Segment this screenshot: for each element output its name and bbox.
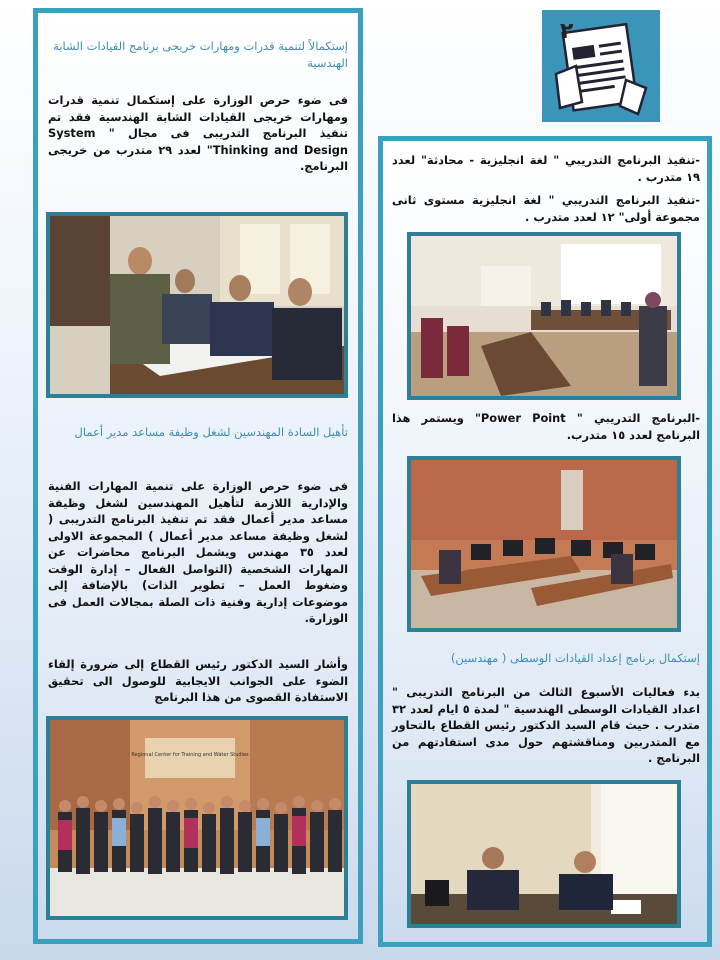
photo-classroom xyxy=(407,232,681,400)
section1-title: إستكمالاً لتنمية قدرات ومهارات خريجى برنامج القيادات الشابة الهندسية xyxy=(53,39,348,70)
right-item-english-level2: -تنفيذ البرنامج التدريبي " لغة انجليزية مستوى ثانى مجموعة أولى" ١٢ لعدد متدرب . xyxy=(392,193,700,224)
section2-title: تأهيل السادة المهندسين لشغل وظيفة مساعد مدير أعمال xyxy=(74,425,348,439)
photo-group xyxy=(46,716,348,920)
page-number: ٢ xyxy=(560,19,574,44)
photo-officials-meeting xyxy=(407,780,681,928)
building-sign-text: Regional Center for Training and Water Studies xyxy=(131,752,249,758)
photo-computer-lab xyxy=(407,456,681,632)
right-item-power-point: -البرنامج التدريبي " Power Point" ويستمر هذا البرنامج لعدد ١٥ متدرب. xyxy=(392,411,700,442)
section2-body-2: وأشار السيد الدكتور رئيس القطاع إلى ضرورة إلقاء الضوء على الجوانب الايجابية للوصول الى تحقيق الاستفادة القصوى من هذا البرنامج xyxy=(48,657,348,704)
section2-body: فى ضوء حرص الوزارة على تنمية المهارات الفنية والإدارية اللازمة لتأهيل المهندسين لشغل وظيفة مساعد مدير أعمال فقد تم تنفيذ البرنامج التدريبى ( لشغل وظيفة مساعد مدير أعمال ) المجموعة الاولى لعدد ٣٥ مهندس ويشمل البرنامج محاضرات عن المهارات الشخصية (التواصل الفعال – إدارة الوقت وضغوط العمل – تطوير الذات) بالإضافة إلى موضوعات إدارية وفنية ذات الصلة بمجالات العمل فى الوزارة. xyxy=(48,479,348,625)
right-section-title: إستكمال برنامج إعداد القيادات الوسطى ( مهندسين) xyxy=(450,651,700,665)
newspaper-icon xyxy=(542,10,660,122)
photo-workshop-discussion xyxy=(46,212,348,398)
section1-body: فى ضوء حرص الوزارة على إستكمال تنمية قدرات ومهارات خريجى القيادات الشابة الهندسية فقد تم تنفيذ البرنامج التدريبى فى مجال " System Thinking and Design" لعدد ٢٩ متدرب من خريجى البرنامج. xyxy=(48,93,348,173)
right-item-english-conversation: -تنفيذ البرنامج التدريبي " لغة انجليزية - محادثة" لعدد ١٩ متدرب . xyxy=(392,153,700,184)
right-section-body: بدء فعاليات الأسبوع الثالث من البرنامج التدريبى " اعداد القيادات الوسطى الهندسية " لمدة ٥ ايام لعدد ٣٢ متدرب . حيث قام السيد الدكتور رئيس القطاع بالتحاور مع المتدربين ومناقشتهم حول مدى استفادتهم من البرنامج . xyxy=(392,685,700,765)
